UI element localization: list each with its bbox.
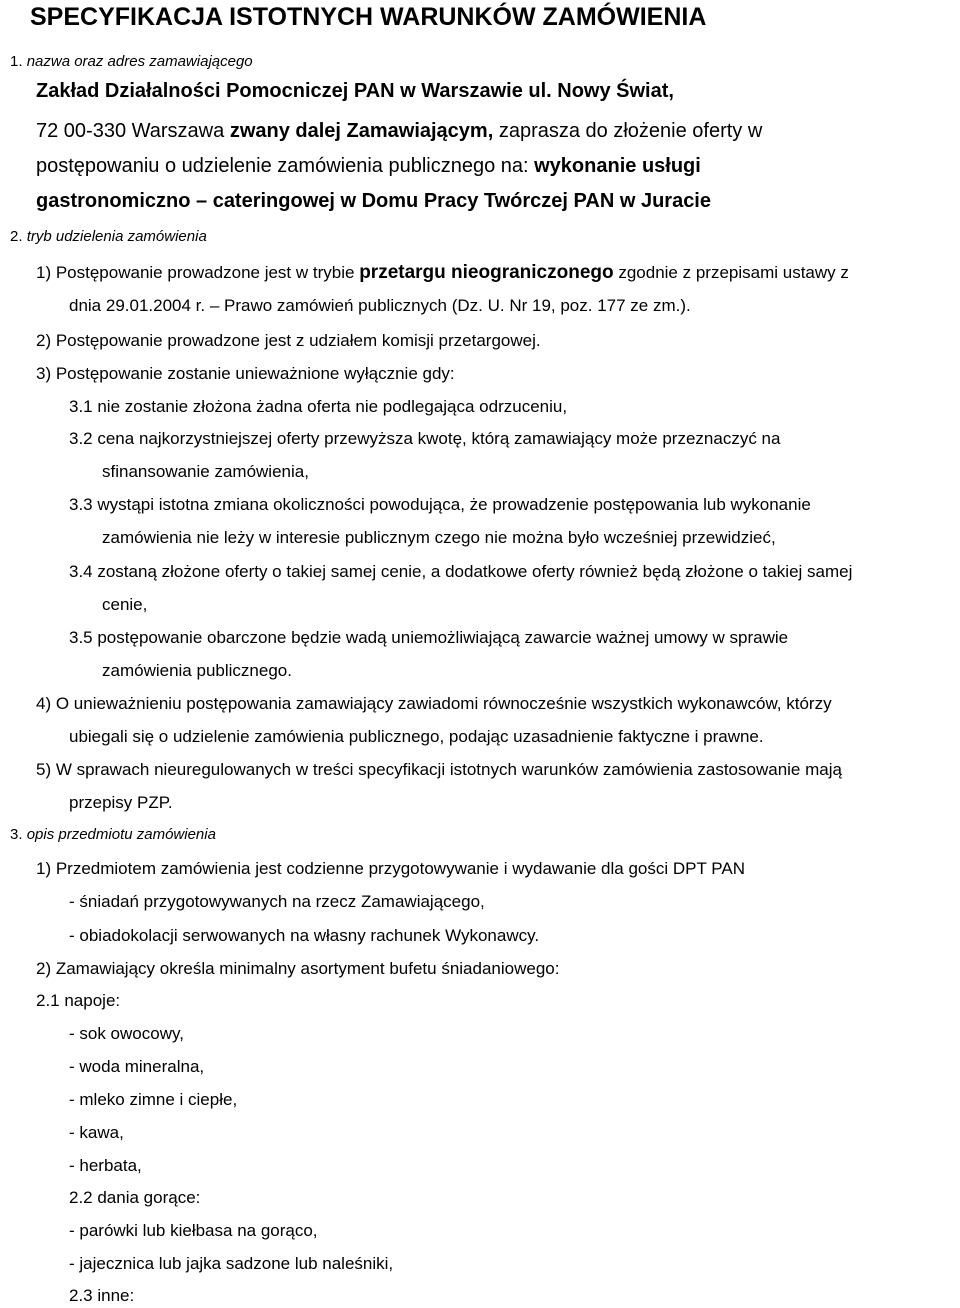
other-heading: 2.3 inne: (69, 1286, 135, 1305)
contracting-authority-line-2 (36, 120, 762, 143)
subject-dash-dinners: - obiadokolacji serwowanych na własny rachunek Wykonawcy. (69, 926, 540, 945)
hot-dishes-heading: 2.2 dania gorące: (69, 1188, 201, 1207)
invitation-text: zaprasza do złożenie oferty w (493, 120, 763, 142)
section-2-number: 2. (10, 228, 23, 245)
procedure-item-1 (36, 262, 849, 284)
procedure-item-1-text: 1) Postępowanie prowadzone jest w trybie (36, 263, 360, 282)
drink-coffee: - kawa, (69, 1123, 124, 1142)
service-name-start: wykonanie usługi (534, 155, 701, 177)
cancellation-3-4-cont: cenie, (102, 595, 148, 614)
subject-item-2: 2) Zamawiający określa minimalny asortyment bufetu śniadaniowego: (36, 959, 560, 978)
cancellation-3-5-cont: zamówienia publicznego. (102, 661, 292, 680)
procedure-type: przetargu nieograniczonego (359, 262, 614, 283)
cancellation-3-5: 3.5 postępowanie obarczone będzie wadą uniemożliwiającą zawarcie ważnej umowy w sprawie (69, 628, 789, 647)
procedure-item-2: 2) Postępowanie prowadzone jest z udziałem komisji przetargowej. (36, 331, 541, 350)
drinks-heading: 2.1 napoje: (36, 991, 121, 1010)
procedure-item-1-law: zgodnie z przepisami ustawy z (613, 263, 849, 282)
postal-code: 72 00-330 (36, 120, 132, 142)
section-3-number: 3. (10, 826, 23, 843)
section-1-number: 1. (10, 53, 23, 70)
procedure-item-4-cont: ubiegali się o udzielenie zamówienia publicznego, podając uzasadnienie faktyczne i prawne. (69, 727, 764, 746)
procedure-item-5: 5) W sprawach nieuregulowanych w treści specyfikacji istotnych warunków zamówienia zastosowanie mają (36, 760, 842, 779)
document-title: SPECYFIKACJA ISTOTNYCH WARUNKÓW ZAMÓWIENIA (30, 3, 707, 31)
cancellation-3-2-cont: sfinansowanie zamówienia, (102, 462, 309, 481)
cancellation-3-3-cont: zamówienia nie leży w interesie publicznym czego nie można było wcześniej przewidzieć, (102, 528, 776, 547)
section-3-heading (10, 826, 216, 843)
subject-item-1: 1) Przedmiotem zamówienia jest codzienne przygotowywanie i wydawanie dla gości DPT PAN (36, 859, 745, 878)
cancellation-3-1: 3.1 nie zostanie złożona żadna oferta nie podlegająca odrzuceniu, (69, 397, 568, 416)
contracting-authority-line-3 (36, 155, 701, 178)
authority-alias: zwany dalej Zamawiającym, (229, 120, 494, 142)
section-2-heading (10, 228, 207, 245)
contracting-authority-line-4: gastronomiczno – cateringowej w Domu Pracy Twórczej PAN w Juracie (36, 190, 711, 212)
drink-water: - woda mineralna, (69, 1057, 205, 1076)
section-1-heading (10, 53, 253, 70)
section-3-heading-text: opis przedmiotu zamówienia (26, 826, 216, 843)
hot-dish-eggs: - jajecznica lub jajka sadzone lub naleśniki, (69, 1254, 394, 1273)
procedure-item-5-cont: przepisy PZP. (69, 793, 173, 812)
cancellation-3-2: 3.2 cena najkorzystniejszej oferty przewyższa kwotę, którą zamawiający może przeznaczyć na (69, 429, 781, 448)
procedure-text: postępowaniu o udzielenie zamówienia publicznego na: (36, 155, 535, 177)
cancellation-3-3: 3.3 wystąpi istotna zmiana okoliczności powodująca, że prowadzenie postępowania lub wykonanie (69, 495, 811, 514)
city: Warszawa (131, 120, 230, 142)
procedure-item-4: 4) O unieważnieniu postępowania zamawiający zawiadomi równocześnie wszystkich wykonawców, którzy (36, 694, 832, 713)
drink-juice: - sok owocowy, (69, 1024, 184, 1043)
subject-dash-breakfasts: - śniadań przygotowywanych na rzecz Zamawiającego, (69, 892, 485, 911)
procedure-item-3: 3) Postępowanie zostanie unieważnione wyłącznie gdy: (36, 364, 455, 383)
section-2-heading-text: tryb udzielenia zamówienia (26, 228, 207, 245)
contracting-authority-line-1: Zakład Działalności Pomocniczej PAN w Warszawie ul. Nowy Świat, (36, 80, 674, 102)
procedure-item-1-cont: dnia 29.01.2004 r. – Prawo zamówień publicznych (Dz. U. Nr 19, poz. 177 ze zm.). (69, 296, 691, 315)
section-1-heading-text: nazwa oraz adres zamawiającego (26, 53, 253, 70)
drink-tea: - herbata, (69, 1156, 142, 1175)
drink-milk: - mleko zimne i ciepłe, (69, 1090, 238, 1109)
cancellation-3-4: 3.4 zostaną złożone oferty o takiej samej cenie, a dodatkowe oferty również będą złożone o takiej samej (69, 562, 853, 581)
hot-dish-sausages: - parówki lub kiełbasa na gorąco, (69, 1221, 318, 1240)
